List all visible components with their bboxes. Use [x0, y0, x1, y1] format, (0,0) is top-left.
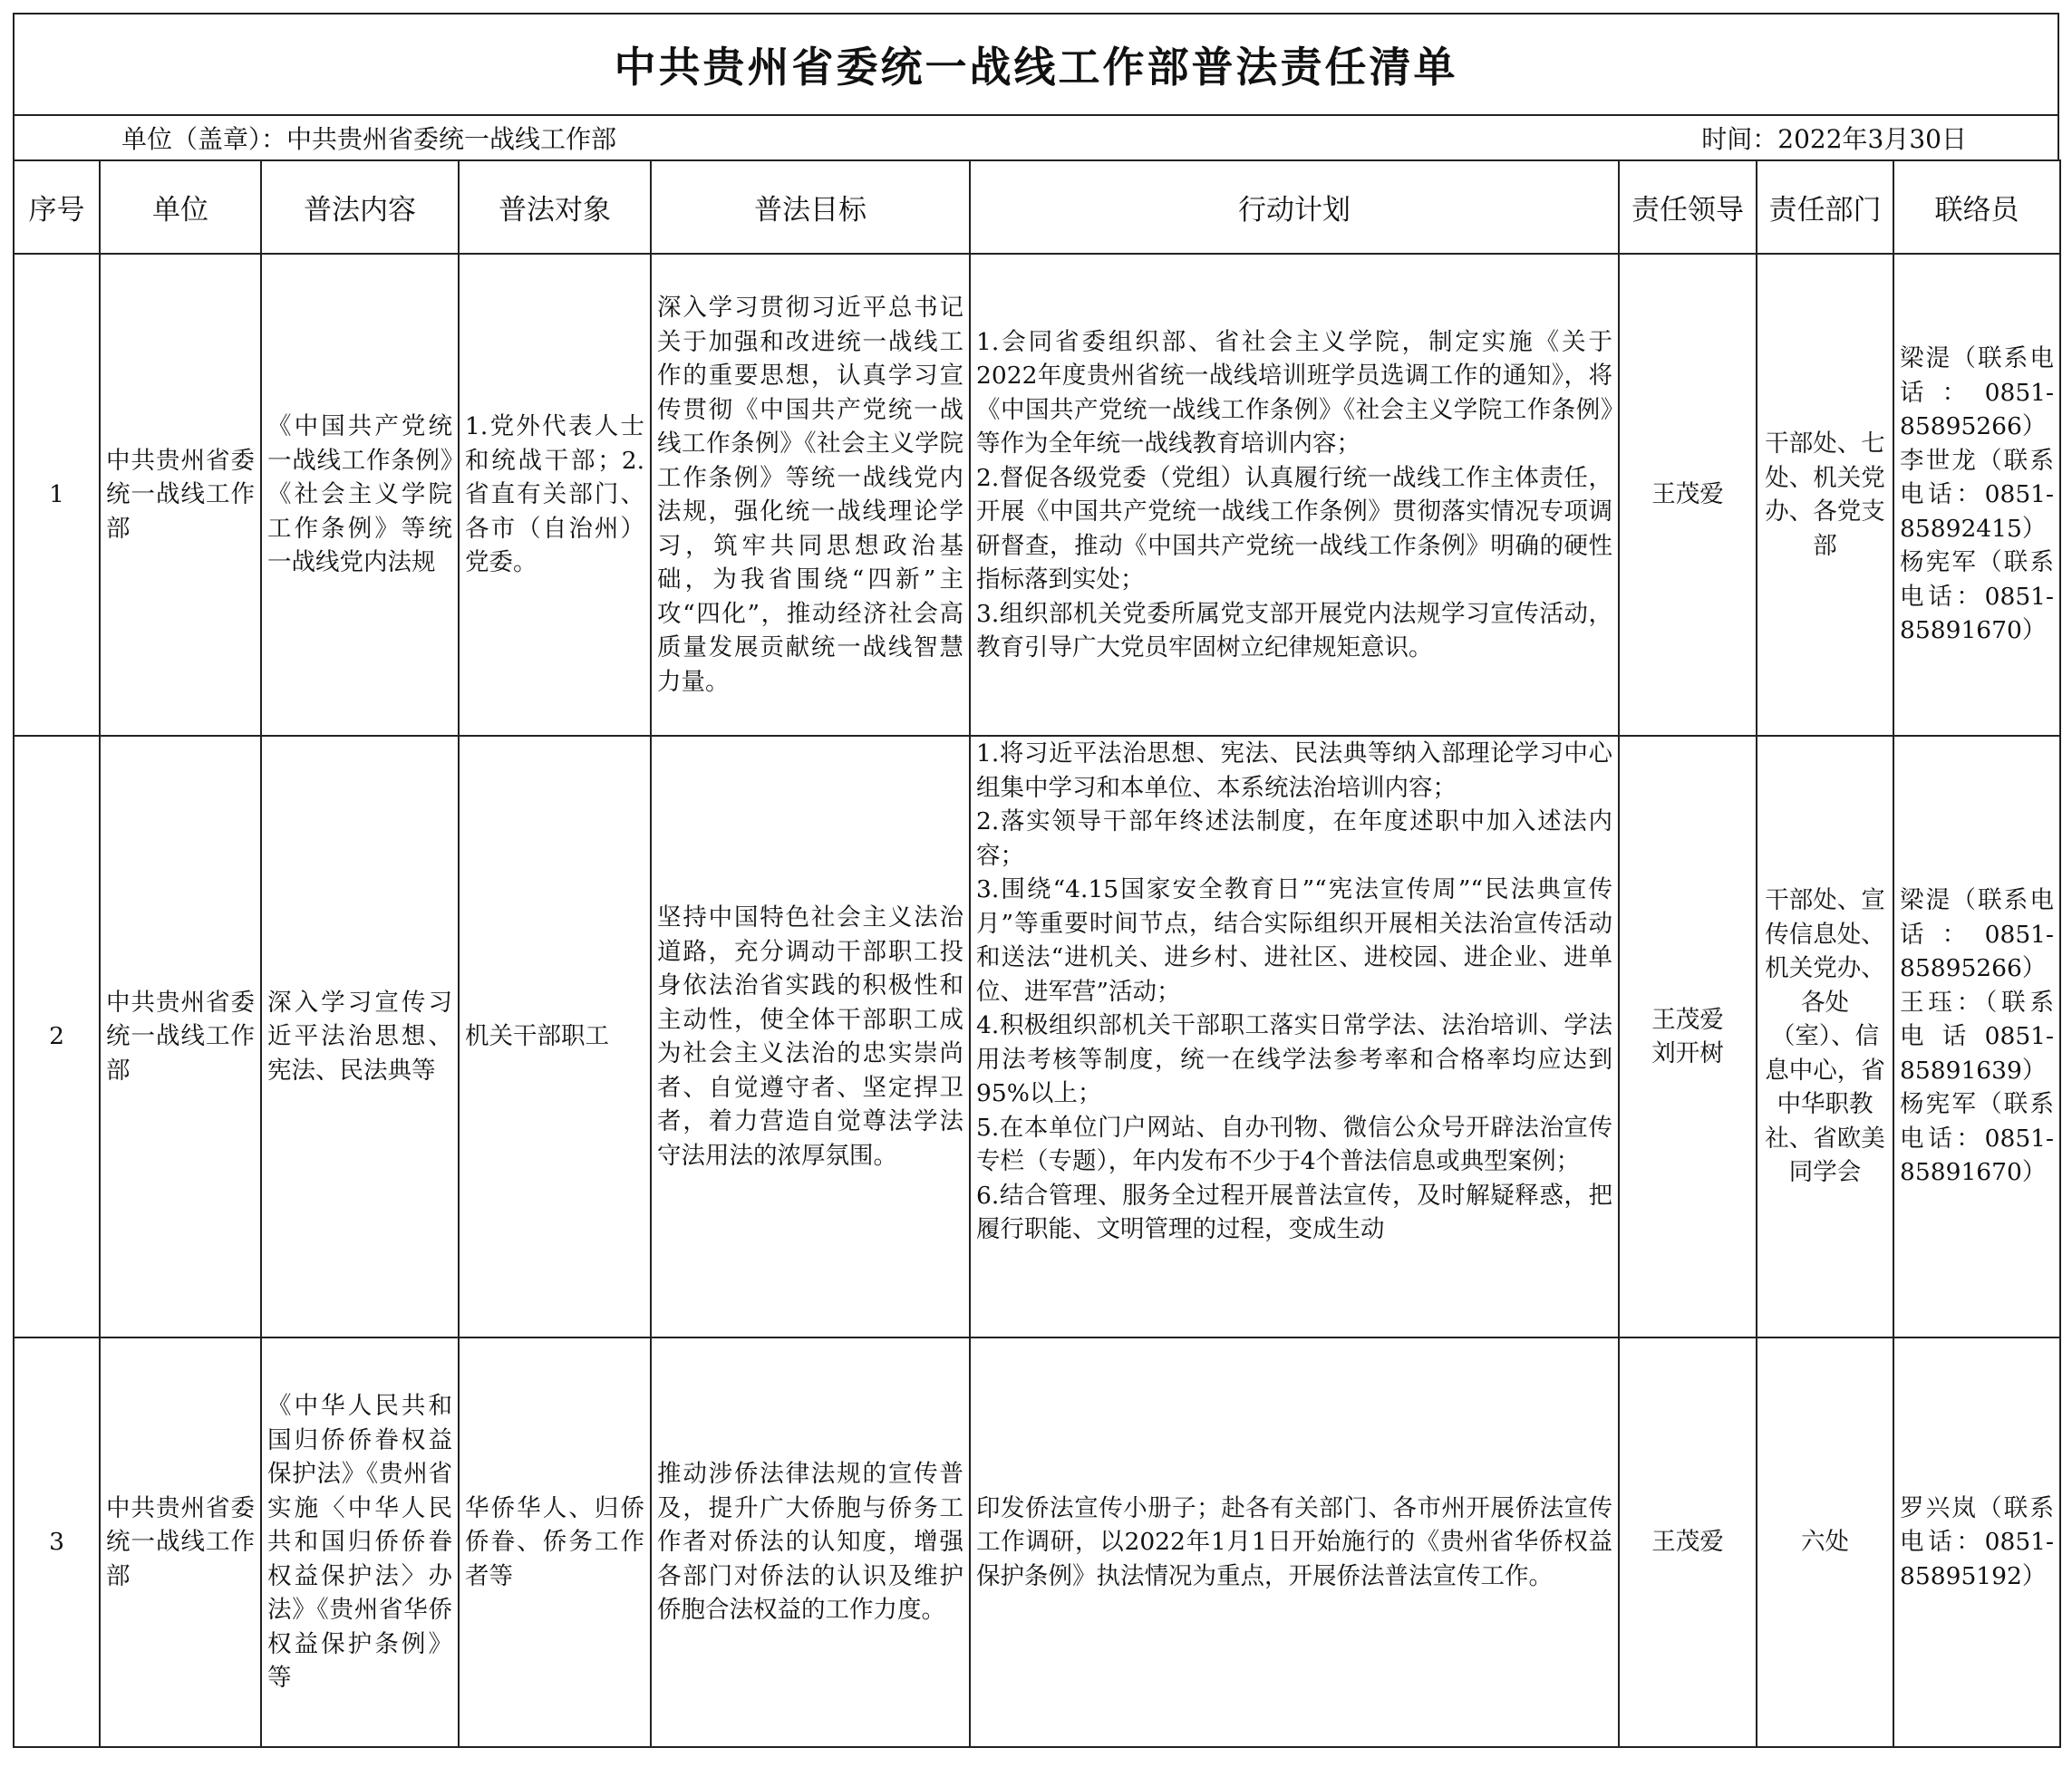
- table-row: [14, 254, 2060, 736]
- row-content: 《中华人民共和国归侨侨眷权益保护法》《贵州省实施〈中华人民共和国归侨侨眷权益保护法〉办法》《贵州省华侨权益保护条例》等: [261, 1337, 459, 1747]
- plan-item: 5.在本单位门户网站、自办刊物、微信公众号开辟法治宣传专栏（专题），年内发布不少于4个普法信息或典型案例；: [976, 1113, 1612, 1175]
- row-no: 2: [14, 736, 100, 1337]
- header-content: 普法内容: [261, 160, 459, 254]
- header-contacts: 联络员: [1893, 160, 2060, 254]
- row-dept: 六处: [1757, 1337, 1893, 1747]
- row-plan: [970, 1337, 1619, 1747]
- date-label: 时间：: [1701, 124, 1778, 154]
- header-plan: 行动计划: [970, 160, 1619, 254]
- contact-item: 梁湜（联系电话：0851-85895266）: [1900, 886, 2054, 983]
- row-unit: 中共贵州省委统一战线工作部: [100, 1337, 261, 1747]
- row-unit: 中共贵州省委统一战线工作部: [100, 736, 261, 1337]
- table-row: [14, 736, 2060, 1337]
- plan-item: 1.会同省委组织部、省社会主义学院，制定实施《关于2022年度贵州省统一战线培训班学员选调工作的通知》，将《中国共产党统一战线工作条例》《社会主义学院工作条例》等作为全年统一战线教育培训内容；: [976, 327, 1612, 458]
- row-plan: [970, 254, 1619, 736]
- row-leader: 王茂爱 刘开树: [1619, 736, 1757, 1337]
- contact-item: 王珏：（联系电话0851-85891639）: [1900, 988, 2054, 1085]
- header-leader: 责任领导: [1619, 160, 1757, 254]
- date-value: 2022年3月30日: [1777, 124, 1967, 154]
- responsibility-table: [13, 159, 2061, 1748]
- title-row: [13, 13, 2059, 114]
- row-leader: 王茂爱: [1619, 1337, 1757, 1747]
- row-plan: [970, 736, 1619, 1337]
- row-contacts: [1893, 254, 2060, 736]
- row-contacts: [1893, 736, 2060, 1337]
- row-target: 华侨华人、归侨侨眷、侨务工作者等: [459, 1337, 651, 1747]
- contact-item: 罗兴岚（联系电话：0851-85895192）: [1900, 1493, 2054, 1590]
- row-leader: 王茂爱: [1619, 254, 1757, 736]
- plan-item: 6.结合管理、服务全过程开展普法宣传，及时解疑释惑，把履行职能、文明管理的过程，变成生动: [976, 1181, 1612, 1243]
- contact-item: 李世龙（联系电话：0851-85892415）: [1900, 446, 2054, 543]
- unit-info: [121, 120, 616, 156]
- page-title: 中共贵州省委统一战线工作部普法责任清单: [614, 43, 1458, 92]
- contact-item: 杨宪军（联系电话：0851-85891670）: [1900, 1090, 2054, 1187]
- plan-clip: [976, 737, 1612, 1247]
- row-goal: 坚持中国特色社会主义法治道路，充分调动干部职工投身依法治省实践的积极性和主动性，使全体干部职工成为社会主义法治的忠实崇尚者、自觉遵守者、坚定捍卫者，着力营造自觉尊法学法守法用法的浓厚氛围。: [651, 736, 970, 1337]
- row-unit: 中共贵州省委统一战线工作部: [100, 254, 261, 736]
- header-dept: 责任部门: [1757, 160, 1893, 254]
- row-dept: 干部处、七处、机关党办、各党支部: [1757, 254, 1893, 736]
- header-no: 序号: [14, 160, 100, 254]
- header-row: [14, 160, 2060, 254]
- plan-item: 4.积极组织部机关干部职工落实日常学法、法治培训、学法用法考核等制度，统一在线学法参考率和合格率均应达到95%以上；: [976, 1011, 1612, 1107]
- plan-item: 印发侨法宣传小册子；赴各有关部门、各市州开展侨法宣传工作调研，以2022年1月1日开始施行的《贵州省华侨权益保护条例》执法情况为重点，开展侨法普法宣传工作。: [976, 1493, 1612, 1590]
- row-content: 《中国共产党统一战线工作条例》《社会主义学院工作条例》等统一战线党内法规: [261, 254, 459, 736]
- plan-item: 2.落实领导干部年终述法制度，在年度述职中加入述法内容；: [976, 807, 1612, 870]
- row-content: 深入学习宣传习近平法治思想、宪法、民法典等: [261, 736, 459, 1337]
- plan-item: 3.组织部机关党委所属党支部开展党内法规学习宣传活动，教育引导广大党员牢固树立纪律规矩意识。: [976, 599, 1612, 661]
- header-unit: 单位: [100, 160, 261, 254]
- row-target: 1.党外代表人士和统战干部；2.省直有关部门、各市（自治州）党委。: [459, 254, 651, 736]
- unit-value: 中共贵州省委统一战线工作部: [286, 124, 617, 154]
- row-contacts: [1893, 1337, 2060, 1747]
- row-dept: 干部处、宣传信息处、机关党办、各处（室）、信息中心，省中华职教社、省欧美同学会: [1757, 736, 1893, 1337]
- row-goal: 深入学习贯彻习近平总书记关于加强和改进统一战线工作的重要思想，认真学习宣传贯彻《中国共产党统一战线工作条例》《社会主义学院工作条例》等统一战线党内法规，强化统一战线理论学习，筑牢共同思想政治基础，为我省围绕“四新”主攻“四化”，推动经济社会高质量发展贡献统一战线智慧力量。: [651, 254, 970, 736]
- row-goal: 推动涉侨法律法规的宣传普及，提升广大侨胞与侨务工作者对侨法的认知度，增强各部门对侨法的认识及维护侨胞合法权益的工作力度。: [651, 1337, 970, 1747]
- contact-item: 杨宪军（联系电话：0851-85891670）: [1900, 548, 2054, 645]
- row-no: 3: [14, 1337, 100, 1747]
- responsibility-sheet: [13, 13, 2059, 1748]
- row-target: 机关干部职工: [459, 736, 651, 1337]
- contact-item: 梁湜（联系电话：0851-85895266）: [1900, 344, 2054, 441]
- plan-item: 2.督促各级党委（党组）认真履行统一战线工作主体责任，开展《中国共产党统一战线工作条例》贯彻落实情况专项调研督查，推动《中国共产党统一战线工作条例》明确的硬性指标落到实处；: [976, 463, 1612, 594]
- row-no: 1: [14, 254, 100, 736]
- header-goal: 普法目标: [651, 160, 970, 254]
- header-target: 普法对象: [459, 160, 651, 254]
- table-row: [14, 1337, 2060, 1747]
- plan-item: 1.将习近平法治思想、宪法、民法典等纳入部理论学习中心组集中学习和本单位、本系统法治培训内容；: [976, 739, 1612, 802]
- info-row: [13, 114, 2059, 159]
- date-info: [1701, 120, 1967, 156]
- unit-label: 单位（盖章）：: [121, 124, 287, 154]
- plan-item: 3.围绕“4.15国家安全教育日”“宪法宣传周”“民法典宣传月”等重要时间节点，结合实际组织开展相关法治宣传活动和送法“进机关、进乡村、进社区、进校园、进企业、进单位、进军营”活动；: [976, 875, 1612, 1006]
